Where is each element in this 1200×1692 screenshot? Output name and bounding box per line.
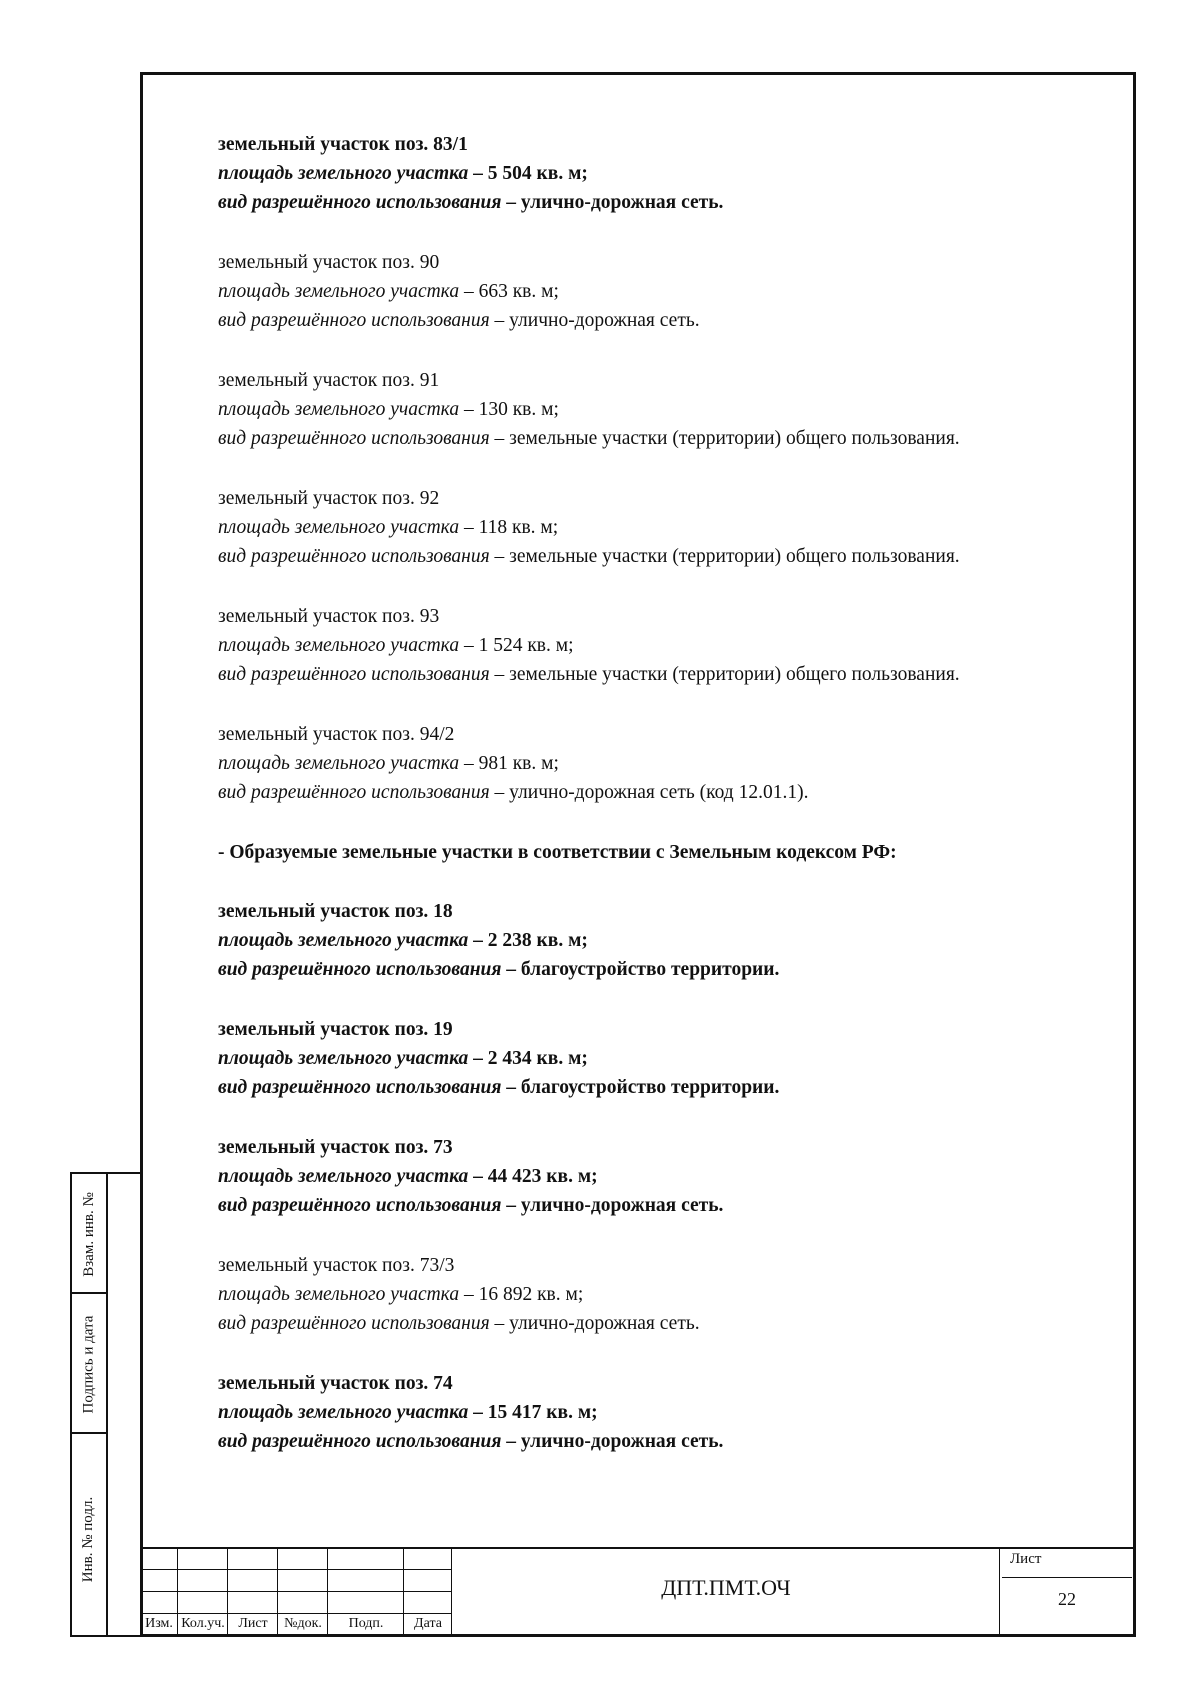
area-value: – 118 кв. м; xyxy=(459,517,559,538)
margin-label-inv: Инв. № подл. xyxy=(80,1496,97,1582)
plot-use-line xyxy=(218,1191,1118,1220)
use-label: вид разрешённого использования xyxy=(218,1313,490,1334)
header-ndok: №док. xyxy=(284,1616,322,1631)
use-label: вид разрешённого использования xyxy=(218,1077,502,1098)
area-label: площадь земельного участка xyxy=(218,517,460,538)
land-plot-entry xyxy=(218,130,1118,217)
land-plot-entry xyxy=(218,1015,1118,1102)
use-label: вид разрешённого использования xyxy=(218,959,502,980)
plot-area-line xyxy=(218,631,1118,660)
use-label: вид разрешённого использования xyxy=(218,428,490,449)
plot-title: земельный участок поз. 93 xyxy=(218,606,440,627)
plot-use-line xyxy=(218,424,1118,453)
use-label: вид разрешённого использования xyxy=(218,664,490,685)
plot-use-line xyxy=(218,1073,1118,1102)
use-value: – благоустройство территории. xyxy=(501,959,780,980)
plot-title: земельный участок поз. 73 xyxy=(218,1137,453,1158)
header-list: Лист xyxy=(238,1616,268,1631)
header-izm: Изм. xyxy=(145,1616,173,1631)
plot-title: земельный участок поз. 90 xyxy=(218,252,440,273)
plot-title: земельный участок поз. 74 xyxy=(218,1373,453,1394)
plot-use-line xyxy=(218,660,1118,689)
plot-area-line xyxy=(218,513,1118,542)
use-value: – улично-дорожная сеть (код 12.01.1). xyxy=(489,782,809,803)
use-value: – земельные участки (территории) общего пользования. xyxy=(489,664,960,685)
use-value: – улично-дорожная сеть. xyxy=(501,1195,724,1216)
plot-area-line xyxy=(218,395,1118,424)
land-plot-entry xyxy=(218,897,1118,984)
land-plot-entry xyxy=(218,602,1118,689)
plot-title: земельный участок поз. 18 xyxy=(218,901,453,922)
area-value: – 44 423 кв. м; xyxy=(468,1166,598,1187)
use-label: вид разрешённого использования xyxy=(218,310,490,331)
area-label: площадь земельного участка xyxy=(218,1166,469,1187)
land-plot-entry xyxy=(218,1369,1118,1456)
margin-stamp xyxy=(70,1172,140,1637)
plot-title: земельный участок поз. 83/1 xyxy=(218,134,468,155)
plot-use-line xyxy=(218,542,1118,571)
header-kol: Кол.уч. xyxy=(181,1616,225,1631)
area-value: – 15 417 кв. м; xyxy=(468,1402,598,1423)
document-body xyxy=(218,130,1118,1487)
use-value: – улично-дорожная сеть. xyxy=(489,310,700,331)
plot-use-line xyxy=(218,188,1118,217)
area-value: – 5 504 кв. м; xyxy=(468,163,588,184)
area-value: – 2 434 кв. м; xyxy=(468,1048,588,1069)
plot-use-line xyxy=(218,306,1118,335)
land-plot-entry xyxy=(218,1133,1118,1220)
plot-area-line xyxy=(218,1044,1118,1073)
plot-title: земельный участок поз. 94/2 xyxy=(218,724,455,745)
land-plot-entry xyxy=(218,366,1118,453)
area-label: площадь земельного участка xyxy=(218,635,460,656)
use-label: вид разрешённого использования xyxy=(218,546,490,567)
area-value: – 981 кв. м; xyxy=(459,753,559,774)
plot-use-line xyxy=(218,1309,1118,1338)
plot-area-line xyxy=(218,926,1118,955)
plot-area-line xyxy=(218,1162,1118,1191)
plot-area-line xyxy=(218,277,1118,306)
area-label: площадь земельного участка xyxy=(218,1048,469,1069)
area-label: площадь земельного участка xyxy=(218,163,469,184)
use-value: – улично-дорожная сеть. xyxy=(501,192,724,213)
area-value: – 16 892 кв. м; xyxy=(459,1284,584,1305)
margin-label-podpis: Подпись и дата xyxy=(80,1315,97,1413)
area-label: площадь земельного участка xyxy=(218,753,460,774)
use-label: вид разрешённого использования xyxy=(218,782,490,803)
land-plot-entry xyxy=(218,484,1118,571)
header-podp: Подп. xyxy=(348,1616,384,1631)
use-value: – земельные участки (территории) общего пользования. xyxy=(489,428,960,449)
land-plot-entry xyxy=(218,720,1118,807)
title-block xyxy=(140,1547,1136,1637)
plot-use-line xyxy=(218,1427,1118,1456)
area-label: площадь земельного участка xyxy=(218,281,460,302)
header-data: Дата xyxy=(414,1616,442,1631)
section-heading: - Образуемые земельные участки в соответствии с Земельным кодексом РФ: xyxy=(218,842,897,863)
plot-use-line xyxy=(218,955,1118,984)
document-code: ДПТ.ПМТ.ОЧ xyxy=(661,1575,791,1600)
plot-area-line xyxy=(218,159,1118,188)
area-label: площадь земельного участка xyxy=(218,1284,460,1305)
area-value: – 663 кв. м; xyxy=(459,281,559,302)
area-value: – 2 238 кв. м; xyxy=(468,930,588,951)
use-label: вид разрешённого использования xyxy=(218,192,502,213)
area-label: площадь земельного участка xyxy=(218,1402,469,1423)
use-value: – земельные участки (территории) общего пользования. xyxy=(489,546,960,567)
use-label: вид разрешённого использования xyxy=(218,1431,502,1452)
plot-title: земельный участок поз. 92 xyxy=(218,488,440,509)
plot-area-line xyxy=(218,1398,1118,1427)
area-value: – 130 кв. м; xyxy=(459,399,559,420)
use-label: вид разрешённого использования xyxy=(218,1195,502,1216)
margin-label-vzam: Взам. инв. № xyxy=(80,1191,97,1277)
plot-title: земельный участок поз. 19 xyxy=(218,1019,453,1040)
plot-area-line xyxy=(218,1280,1118,1309)
margin-stamp-divider xyxy=(106,1174,108,1635)
sheet-label: Лист xyxy=(1010,1551,1042,1567)
land-plot-entry xyxy=(218,248,1118,335)
area-label: площадь земельного участка xyxy=(218,399,460,420)
sheet-number: 22 xyxy=(1058,1589,1076,1609)
use-value: – благоустройство территории. xyxy=(501,1077,780,1098)
use-value: – улично-дорожная сеть. xyxy=(489,1313,700,1334)
use-value: – улично-дорожная сеть. xyxy=(501,1431,724,1452)
plot-title: земельный участок поз. 73/3 xyxy=(218,1255,455,1276)
area-label: площадь земельного участка xyxy=(218,930,469,951)
plot-title: земельный участок поз. 91 xyxy=(218,370,440,391)
plot-area-line xyxy=(218,749,1118,778)
grid-line xyxy=(1002,1577,1132,1578)
land-plot-entry xyxy=(218,1251,1118,1338)
plot-use-line xyxy=(218,778,1118,807)
area-value: – 1 524 кв. м; xyxy=(459,635,574,656)
